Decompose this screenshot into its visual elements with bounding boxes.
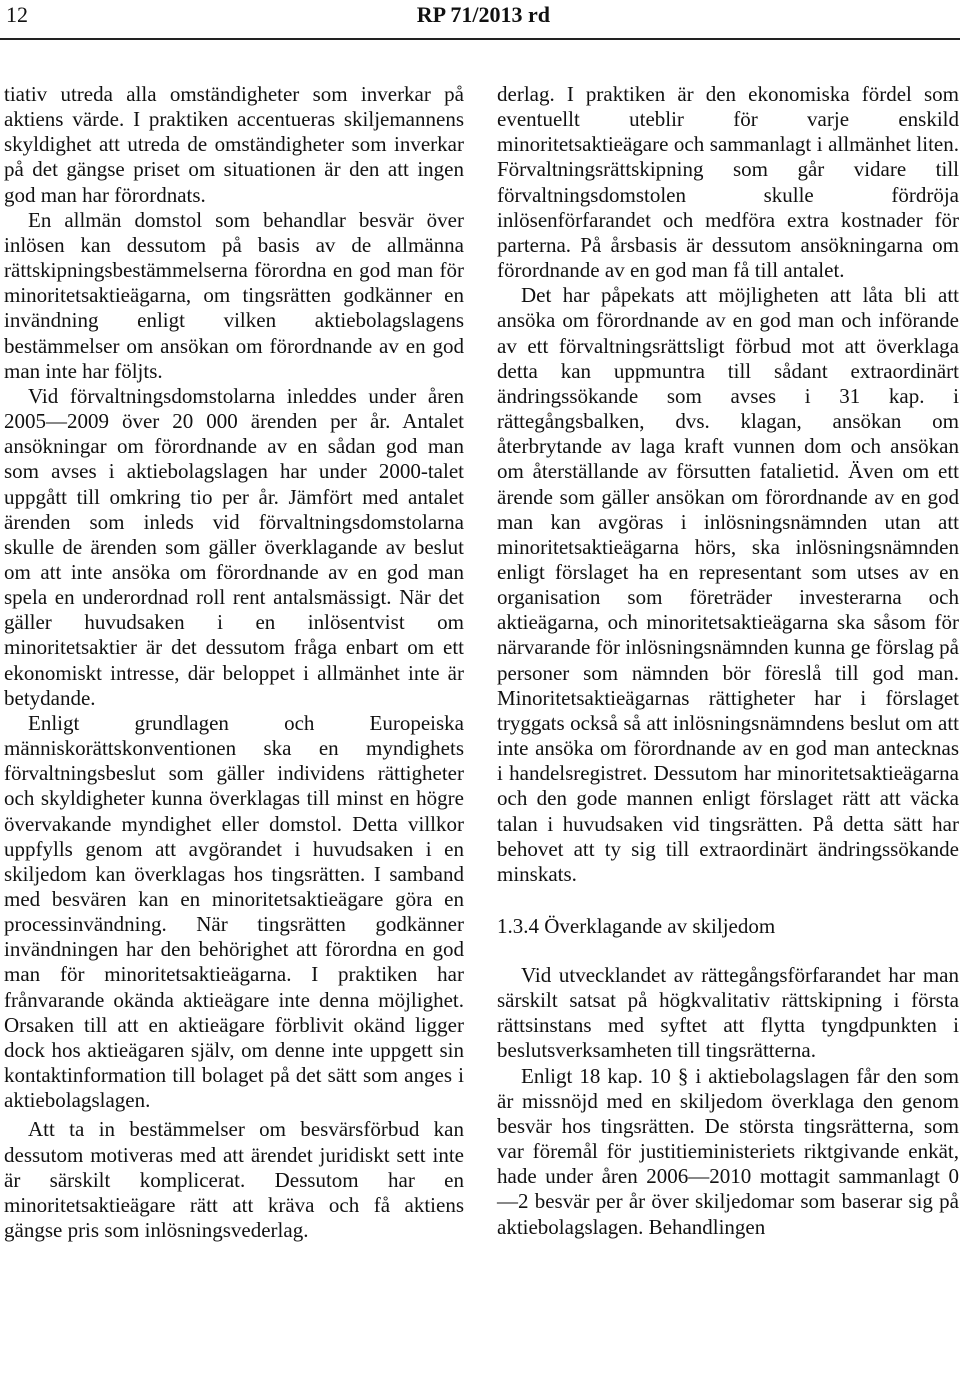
right-paragraph-4: Enligt 18 kap. 10 § i aktiebolagslagen får den som är missnöjd med en skiljedom överklaga den genom besvär hos tingsrätten. De största tingsrätterna, som var föremål för justitieministeriets riktgivande enkät, hade under åren 2006—2010 mottagit sammanlagt 0—2 besvär per år över skiljedomar som baserar sig på aktiebolagslagen. Behandlingen — [497, 1063, 959, 1239]
left-paragraph-5: Att ta in bestämmelser om besvärsförbud kan dessutom motiveras med att ärendet juridiskt sett inte är särskilt komplicerat. Dessutom har en minoritetsaktieägare rätt att kräva och få aktiens gängse pris som inlösningsvederlag. — [4, 1117, 464, 1243]
right-paragraph-2: Det har påpekats att möjligheten att låta bli att ansöka om förordnande av en god man och införande av ett förvaltningsrättsligt förbud mot att överklaga detta kan uppmuntra till sådant extraordinärt ändringssökande som avses i 31 kap. i rättegångsbalken, dvs. klagan, ansökan om återbrytande av laga kraft vunnen dom och ansökan om återställande av försutten fatalietid. Även om ett ärende som gäller ansökan om förordnande av en god man kan avgöras i inlösningsnämnden utan att minoritetsaktieägarna hörs, ska inlösningsnämnden enligt förslaget ha en representant som utses av en organisation som företräder investerarna och aktieägarna, och minoritetsaktieägarna ska såsom för närvarande för inlösningsnämnden kunna ge förslag på personer som nämnden bör föreslå till god man. Minoritetsaktieägarnas rättigheter har i förslaget tryggats också så att inlösningsnämndens beslut om att inte ansöka om förordnande av en god man antecknas i handelsregistret. Dessutom har minoritetsaktieägarna och den gode mannen enligt förslaget rätt att väcka talan i huvudsaken vid tingsrätten. På detta sätt har behovet att ty sig till extraordinärt ändringssökande minskats. — [497, 283, 959, 886]
page-number: 12 — [6, 2, 28, 27]
left-column — [4, 82, 464, 1243]
left-paragraph-2: En allmän domstol som behandlar besvär över inlösen kan dessutom på basis av de allmänna rättskipningsbestämmelserna förordna en god man för minoritetsaktieägarna, om tingsrätten godkänner en invändning enligt vilken aktiebolagslagens bestämmelser om ansökan om förordnande av en god man inte har följts. — [4, 207, 464, 383]
left-paragraph-4: Enligt grundlagen och Europeiska människorättskonventionen ska en myndighets förvaltningsbeslut som gäller individens rättigheter och skyldigheter kunna överklagas till minst en högre övervakande myndighet eller domstol. Detta villkor uppfylls genom att avgörandet i huvudsaken i en skiljedom kan överklagas hos tingsrätten. I samband med besvären kan en minoritetsaktieägare göra en processinvändning. När tingsrätten godkänner invändningen har den behörighet att förordna en god man för minoritetsaktieägarna. I praktiken har frånvarande okända aktieägare inte denna möjlighet. Orsaken till att en aktieägare förblivit okänd ligger dock hos aktieägaren själv, om denne inte uppgett sin kontaktinformation till bolaget på det sätt som anges i aktiebolagslagen. — [4, 710, 464, 1113]
document-id: RP 71/2013 rd — [416, 2, 550, 27]
left-paragraph-1: tiativ utreda alla omständigheter som inverkar på aktiens värde. I praktiken accentueras skiljemannens skyldighet att utreda de omständigheter som inverkar på det gängse priset om situationen är den att ingen god man har förordnats. — [4, 82, 464, 207]
right-column — [497, 82, 959, 1240]
header-rule — [0, 38, 960, 40]
right-paragraph-1: derlag. I praktiken är den ekonomiska fördel som eventuellt uteblir för varje enskild minoritetsaktieägare och sammanlagt i allmänhet liten. Förvaltningsrättskipning som går vidare till förvaltningsdomstolen skulle fördröja inlösenförfarandet och medföra extra kostnader för parterna. På årsbasis är dessutom ansökningarna om förordnande av en god man få till antalet. — [497, 82, 959, 283]
right-paragraph-3: Vid utvecklandet av rättegångsförfarandet har man särskilt satsat på högkvalitativ rättskipning i första rättsinstans med syftet att flytta tyngdpunkten i beslutsverksamheten till tingsrätterna. — [497, 963, 959, 1063]
left-paragraph-3: Vid förvaltningsdomstolarna inleddes under åren 2005—2009 över 20 000 ärenden per år. Antalet ansökningar om förordnande av en sådan god man som avses i aktiebolagslagen har under 2000-talet uppgått till omkring tio per år. Jämfört med antalet ärenden som inleds vid förvaltningsdomstolarna skulle de ärenden som gäller överklagande av beslut om att inte ansöka om förordnande av en god man spela en underordnad roll rent antalsmässigt. När det gäller huvudsaken i en inlösentvist om minoritetsaktier är det dessutom fråga enbart om ett ekonomiskt intresse, där beloppet i allmänhet inte är betydande. — [4, 383, 464, 710]
section-heading: 1.3.4 Överklagande av skiljedom — [497, 914, 776, 938]
